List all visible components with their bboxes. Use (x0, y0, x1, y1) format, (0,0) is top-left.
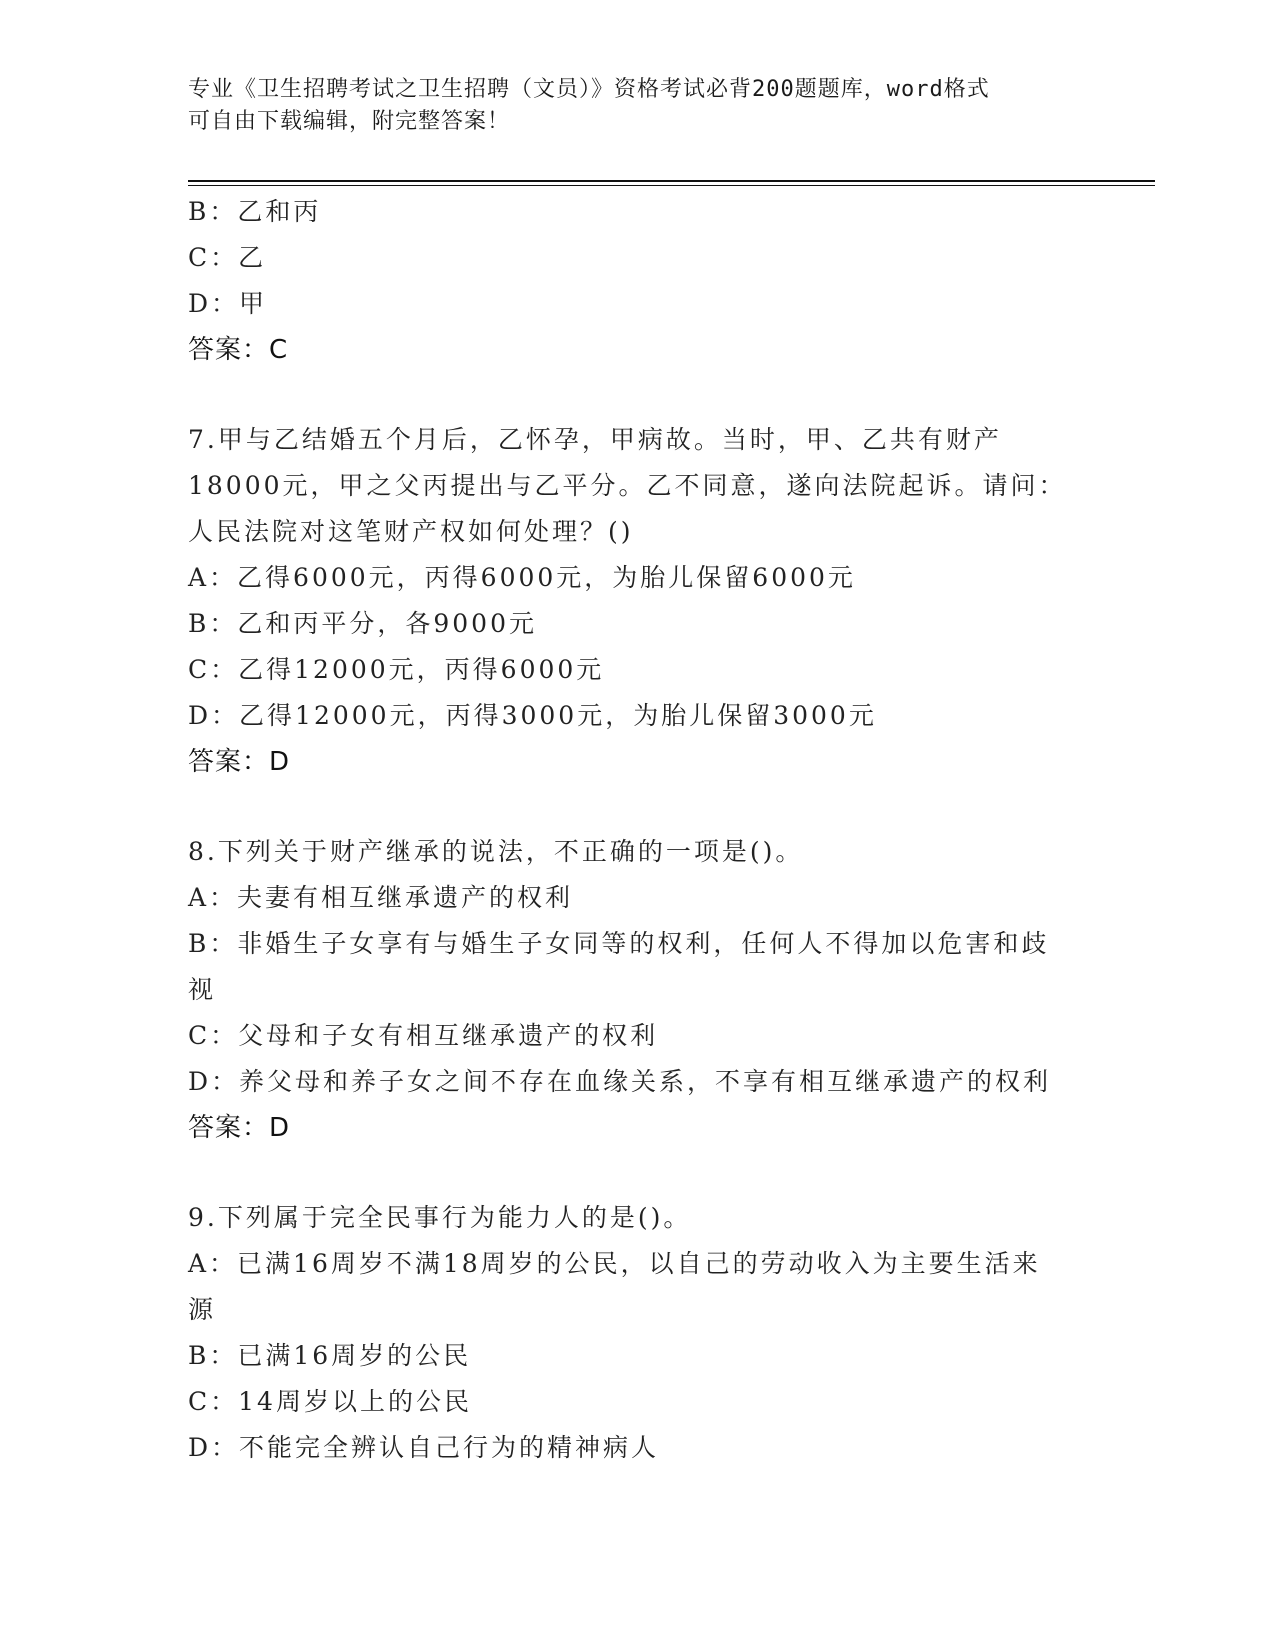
question-text: 7.甲与乙结婚五个月后，乙怀孕，甲病故。当时，甲、乙共有财产 (188, 425, 1002, 454)
question-text: 8.下列关于财产继承的说法，不正确的一项是()。 (188, 837, 804, 866)
question-9 (188, 1195, 1088, 1471)
question-6-continued (188, 189, 1088, 373)
option-b: B：已满16周岁的公民 (188, 1341, 472, 1370)
option-b-continued: 视 (188, 975, 217, 1004)
option-c: C：乙得12000元，丙得6000元 (188, 655, 605, 684)
option-c: C：乙 (188, 243, 267, 272)
header-line-1: 专业《卫生招聘考试之卫生招聘（文员）》资格考试必背200题题库，word格式 (188, 77, 990, 102)
option-a: A：已满16周岁不满18周岁的公民，以自己的劳动收入为主要生活来 (188, 1249, 1041, 1278)
question-8 (188, 829, 1088, 1151)
question-text: 9.下列属于完全民事行为能力人的是()。 (188, 1203, 692, 1232)
option-b: B：非婚生子女享有与婚生子女同等的权利，任何人不得加以危害和歧 (188, 929, 1050, 958)
option-b: B：乙和丙 (188, 197, 322, 226)
option-a-continued: 源 (188, 1295, 217, 1324)
answer-line: 答案：D (188, 747, 291, 777)
option-d: D：乙得12000元，丙得3000元，为胎儿保留3000元 (188, 701, 877, 730)
header-divider-thin (188, 185, 1155, 186)
option-c: C：14周岁以上的公民 (188, 1387, 472, 1416)
option-d: D：甲 (188, 289, 268, 318)
question-list (188, 189, 1088, 1471)
answer-line: 答案：D (188, 1113, 291, 1143)
question-7 (188, 417, 1088, 785)
option-d: D：不能完全辨认自己行为的精神病人 (188, 1433, 660, 1462)
option-d: D：养父母和养子女之间不存在血缘关系，不享有相互继承遗产的权利 (188, 1067, 1052, 1096)
option-a: A：夫妻有相互继承遗产的权利 (188, 883, 574, 912)
option-a: A：乙得6000元，丙得6000元，为胎儿保留6000元 (188, 563, 856, 592)
header-divider (188, 180, 1155, 182)
option-c: C：父母和子女有相互继承遗产的权利 (188, 1021, 659, 1050)
option-b: B：乙和丙平分，各9000元 (188, 609, 537, 638)
question-text: 人民法院对这笔财产权如何处理？() (188, 517, 634, 546)
question-text: 18000元，甲之父丙提出与乙平分。乙不同意，遂向法院起诉。请问： (188, 471, 1067, 500)
header-line-2: 可自由下载编辑，附完整答案！ (188, 109, 511, 134)
answer-line: 答案：C (188, 335, 289, 365)
page-header (188, 74, 1068, 138)
